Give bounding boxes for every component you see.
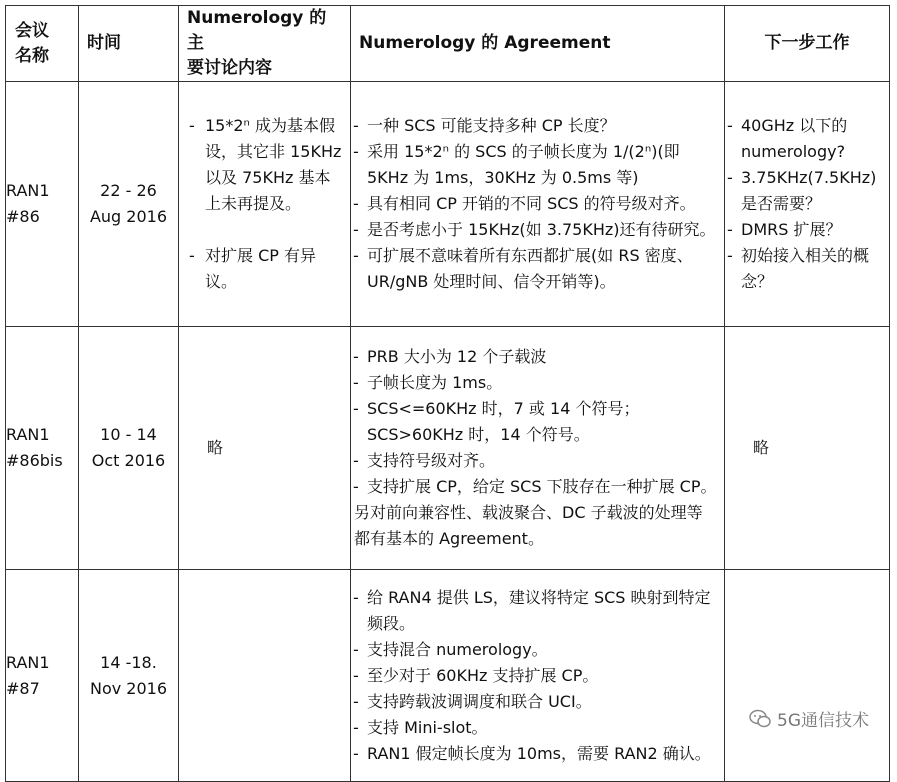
list-item: - 可扩展不意味着所有东西都扩展(如 RS 密度、UR/gNB 处理时间、信令开销等)。: [351, 243, 724, 295]
list-item: - DMRS 扩展？: [725, 217, 889, 243]
header-next: 下一步工作: [725, 6, 890, 82]
header-time: 时间: [79, 6, 179, 82]
list-item: - 初始接入相关的概念？: [725, 243, 889, 295]
topics-cell: [179, 82, 351, 327]
agreement-cell: [351, 82, 725, 327]
list-item: - 是否考虑小于 15KHz(如 3.75KHz)还有待研究。: [351, 217, 724, 243]
meeting-cell: RAN1 #87: [6, 570, 79, 782]
list-item: - 3.75KHz(7.5KHz)是否需要？: [725, 165, 889, 217]
agreement-cell: [351, 570, 725, 782]
list-item: - 支持跨载波调调度和联合 UCI。: [351, 689, 724, 715]
list-item: - 支持混合 numerology。: [351, 637, 724, 663]
watermark-text: 5G通信技术: [777, 711, 869, 731]
list-item: - 一种 SCS 可能支持多种 CP 长度？: [351, 113, 724, 139]
watermark: [749, 706, 869, 731]
agreement-note: 另对前向兼容性、载波聚合、DC 子载波的处理等都有基本的 Agreement。: [354, 503, 703, 548]
next-cell: [725, 82, 890, 327]
list-item: - 支持扩展 CP，给定 SCS 下肢存在一种扩展 CP。: [351, 474, 724, 500]
table-row: [6, 570, 890, 782]
list-item: - 对扩展 CP 有异议。: [187, 243, 344, 295]
list-item: - 至少对于 60KHz 支持扩展 CP。: [351, 663, 724, 689]
agreement-cell: [351, 327, 725, 570]
list-item: - RAN1 假定帧长度为 10ms，需要 RAN2 确认。: [351, 741, 724, 767]
list-item: - 给 RAN4 提供 LS，建议将特定 SCS 映射到特定频段。: [351, 585, 724, 637]
topics-cell: [179, 570, 351, 782]
numerology-table: [5, 5, 890, 782]
list-item: - SCS<=60KHz 时，7 或 14 个符号；SCS>60KHz 时，14 个符号。: [351, 396, 724, 448]
header-topics: Numerology 的主 要讨论内容: [179, 6, 351, 82]
meeting-cell: RAN1 #86bis: [6, 327, 79, 570]
table-row: [6, 327, 890, 570]
list-item: - 子帧长度为 1ms。: [351, 370, 724, 396]
next-cell: 略: [725, 327, 890, 570]
header-meeting: 会议 名称: [6, 6, 79, 82]
list-item: - PRB 大小为 12 个子载波: [351, 344, 724, 370]
list-item: - 支持 Mini-slot。: [351, 715, 724, 741]
time-cell: 14 -18. Nov 2016: [79, 570, 179, 782]
list-item: - 具有相同 CP 开销的不同 SCS 的符号级对齐。: [351, 191, 724, 217]
list-item: - 40GHz 以下的 numerology?: [725, 113, 889, 165]
header-agreement: Numerology 的 Agreement: [351, 6, 725, 82]
next-cell: [725, 570, 890, 782]
time-cell: 10 - 14 Oct 2016: [79, 327, 179, 570]
list-item: - 采用 15*2ⁿ 的 SCS 的子帧长度为 1/(2ⁿ)(即 5KHz 为 1ms，30KHz 为 0.5ms 等): [351, 139, 724, 191]
list-item: - 15*2ⁿ 成为基本假设，其它非 15KHz 以及 75KHz 基本上未再提及。: [187, 113, 344, 217]
meeting-cell: RAN1 #86: [6, 82, 79, 327]
table-row: [6, 82, 890, 327]
topics-cell: 略: [179, 327, 351, 570]
time-cell: 22 - 26 Aug 2016: [79, 82, 179, 327]
wechat-icon: [749, 709, 771, 729]
list-item: - 支持符号级对齐。: [351, 448, 724, 474]
header-row: [6, 6, 890, 82]
